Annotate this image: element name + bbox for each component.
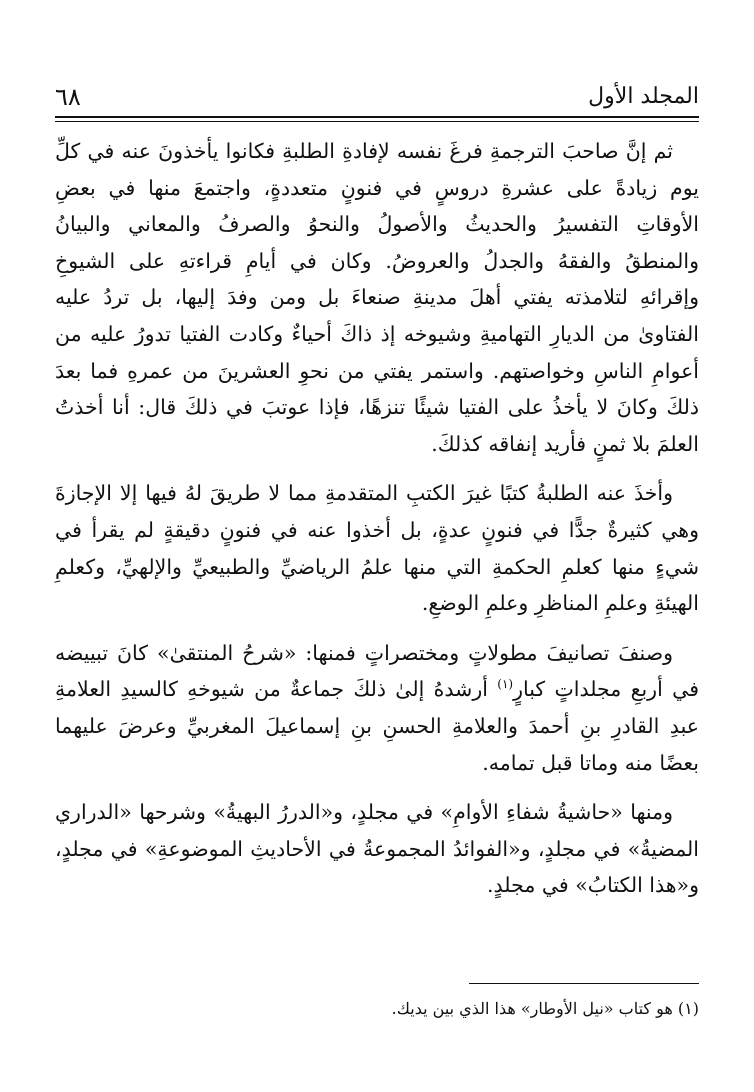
footnote-reference: (١) [497,677,514,692]
header-rule [55,116,699,122]
paragraph-text: أرشدهُ إلىٰ ذلكَ جماعةٌ من شيوخهِ كالسيدِ العلامةِ عبدِ القادرِ بنِ أحمدَ والعلامةِ الحسنِ بنِ إسماعيلَ المغربيِّ وعرضَ عليهما بعضًا منه وماتا قبل تمامه. [55,677,699,775]
paragraph: ومنها «حاشيةُ شفاءِ الأوامِ» في مجلدٍ، و«الدررُ البهيةُ» وشرحها «الدراري المضيةُ» في مجلدٍ، و«الفوائدُ المجموعةُ في الأحاديثِ الموضوعةِ» في مجلدٍ، و«هذا الكتابُ» في مجلدٍ. [55,800,699,898]
page-number: ٦٨ [55,83,81,111]
footnote: (١) هو كتاب «نيل الأوطار» هذا الذي بين يديك. [391,999,699,1018]
body-text [55,133,699,917]
paragraph: ثم إنَّ صاحبَ الترجمةِ فرغَ نفسه لإفادةِ الطلبةِ فكانوا يأخذونَ عنه في كلِّ يوم زيادةً على عشرةِ دروسٍ في فنونٍ متعددةٍ، واجتمعَ منها في بعضِ الأوقاتِ التفسيرُ والحديثُ والأصولُ والنحوُ والصرفُ والمعاني والبيانُ والمنطقُ والفقهُ والجدلُ والعروضُ. وكان في أيامِ قراءتهِ على الشيوخِ وإقرائهِ لتلامذته يفتي أهلَ مدينةِ صنعاءَ بل ومن وفدَ إليها، بل تردُ عليه الفتاوىٰ من الديارِ التهاميةِ وشيوخه إذ ذاكَ أحياءٌ وكادت الفتيا تدورُ عليه من أعوامِ الناسِ وخواصتهم. واستمر يفتي من نحوِ العشرينَ من عمرهِ فما بعدَ ذلكَ وكانَ لا يأخذُ على الفتيا شيئًا تنزهًا، فإذا عوتبَ في ذلكَ قال: أنا أخذتُ العلمَ بلا ثمنٍ فأريد إنفاقه كذلكَ. [55,139,699,456]
running-header [55,82,699,118]
volume-title: المجلد الأول [588,84,699,109]
footnote-rule [469,983,699,984]
paragraph: وأخذَ عنه الطلبةُ كتبًا غيرَ الكتبِ المتقدمةِ مما لا طريقَ لهُ فيها إلا الإجازةَ وهي كثيرةٌ جدًّا في فنونٍ عدةٍ، بل أخذوا عنه في فنونٍ دقيقةٍ لم يقرأ في شيءٍ منها كعلمِ الحكمةِ التي منها علمُ الرياضيِّ والطبيعيِّ والإلهيِّ، وكعلمِ الهيئةِ وعلمِ المناظرِ وعلمِ الوضعِ. [55,481,699,616]
paragraph-text: وصنفَ تصانيفَ مطولاتٍ ومختصراتٍ فمنها: «شرحُ المنتقىٰ» كانَ تبييضه في أربعِ مجلداتٍ كبارٍ [55,640,699,702]
paragraph [55,635,699,781]
document-page [55,0,699,1092]
